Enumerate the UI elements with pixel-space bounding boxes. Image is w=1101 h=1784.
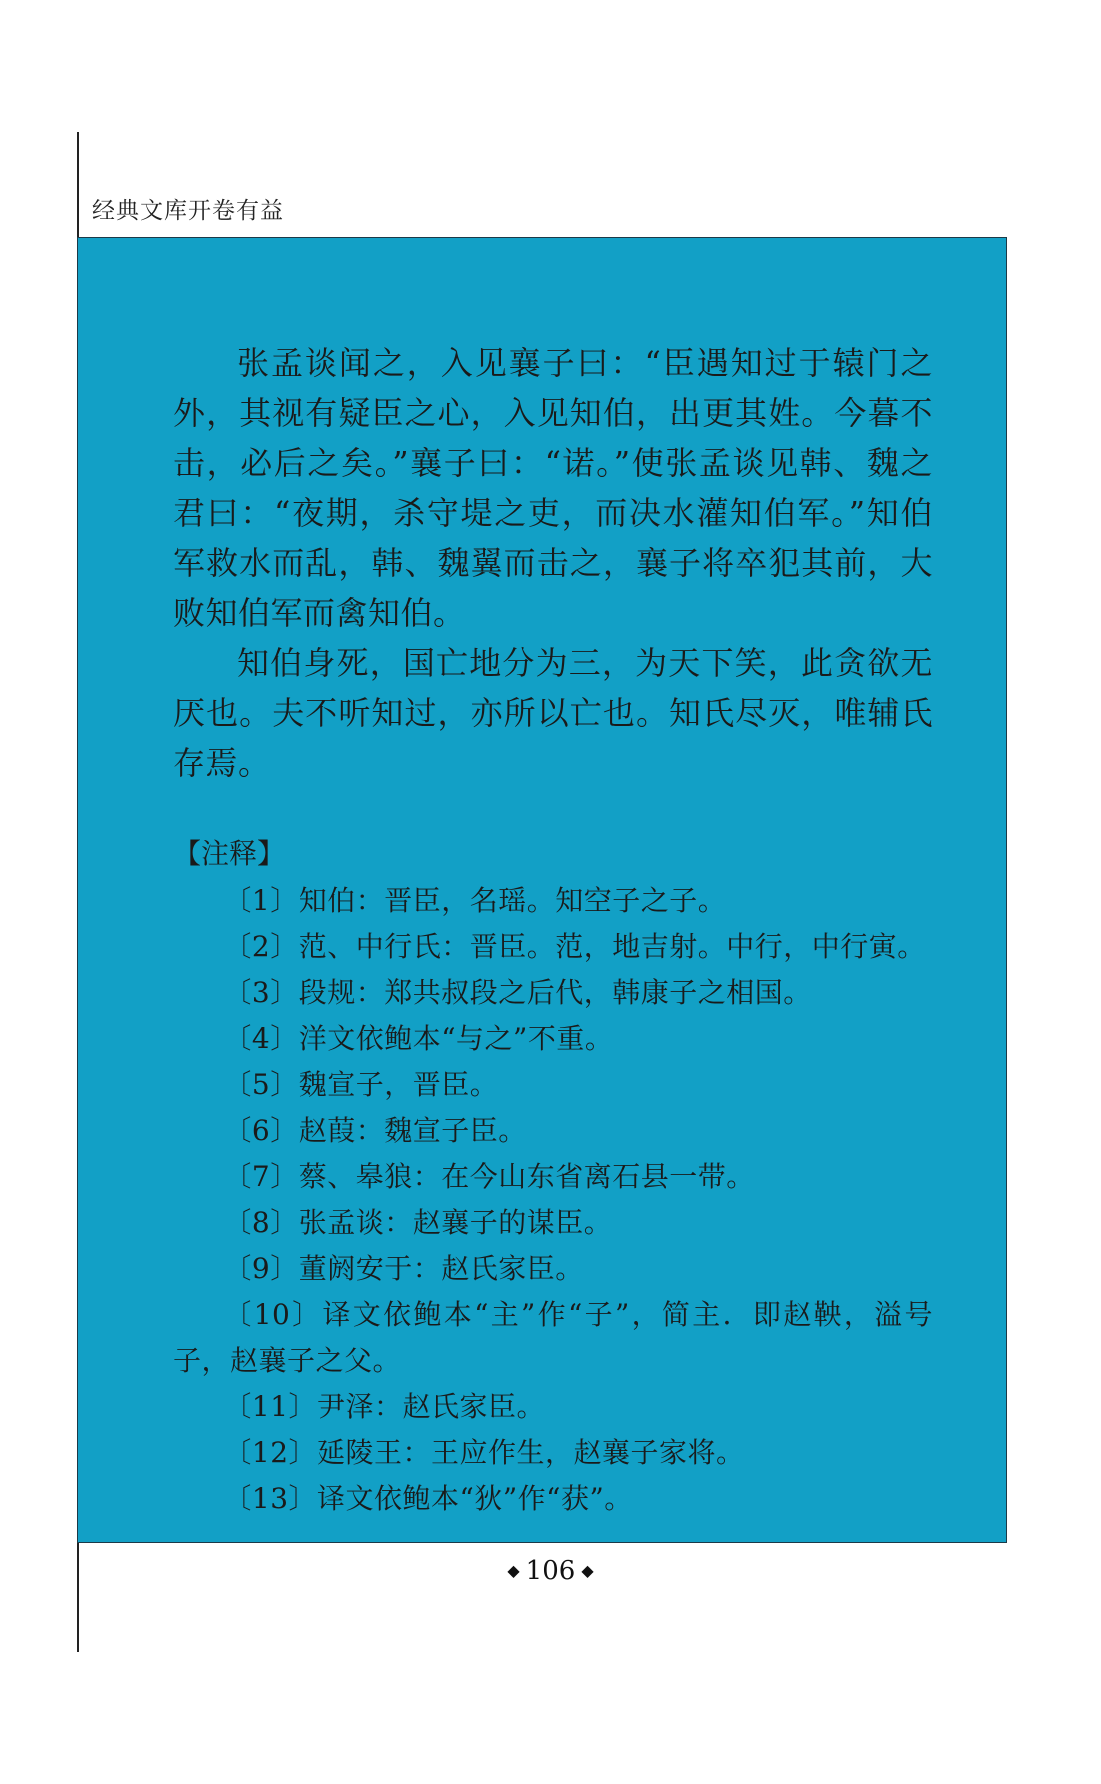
note-item: 〔2〕范、中行氏：晋臣。范，地吉射。中行，中行寅。: [223, 930, 926, 963]
content-panel: [77, 237, 1007, 1543]
body-paragraph: 知伯身死，国亡地分为三，为天下笑，此贪欲无厌也。夫不听知过，亦所以亡也。知氏尽灭，唯辅氏存焉。: [173, 644, 933, 782]
note-item: 〔13〕译文依鲍本“狄”作“获”。: [223, 1482, 633, 1515]
diamond-icon: ◆: [581, 1560, 594, 1580]
note-item: 〔12〕延陵王：王应作生，赵襄子家将。: [223, 1436, 745, 1469]
page-footer: [0, 1556, 1101, 1586]
note-item: 〔7〕蔡、皋狼：在今山东省离石县一带。: [223, 1160, 755, 1193]
body-paragraph: 张孟谈闻之，入见襄子曰：“臣遇知过于辕门之外，其视有疑臣之心，入见知伯，出更其姓。今暮不击，必后之矣。”襄子曰：“诺。”使张孟谈见韩、魏之君曰：“夜期，杀守堤之吏，而决水灌知伯军。”知伯军救水而乱，韩、魏翼而击之，襄子将卒犯其前，大败知伯军而禽知伯。: [173, 344, 933, 632]
running-header: 经典文库开卷有益: [92, 198, 284, 224]
content-body: [173, 338, 933, 1522]
diamond-icon: ◆: [507, 1560, 520, 1580]
note-item: 〔5〕魏宣子，晋臣。: [223, 1068, 499, 1101]
note-item: 〔8〕张孟谈：赵襄子的谋臣。: [223, 1206, 613, 1239]
page-number: 106: [525, 1556, 576, 1586]
notes-list: [173, 878, 933, 1522]
note-item: 〔10〕译文依鲍本“主”作“子”，简主．即赵鞅，溢号子，赵襄子之父。: [173, 1298, 933, 1377]
note-item: 〔3〕段规：郑共叔段之后代，韩康子之相国。: [223, 976, 812, 1009]
note-item: 〔6〕赵葭：魏宣子臣。: [223, 1114, 527, 1147]
note-item: 〔11〕尹泽：赵氏家臣。: [223, 1390, 546, 1423]
note-item: 〔4〕洋文依鲍本“与之”不重。: [223, 1022, 614, 1055]
notes-heading: 【注释】: [173, 837, 286, 870]
note-item: 〔9〕董阏安于：赵氏家臣。: [223, 1252, 584, 1285]
note-item: 〔1〕知伯：晋臣，名瑶。知空子之子。: [223, 884, 727, 917]
